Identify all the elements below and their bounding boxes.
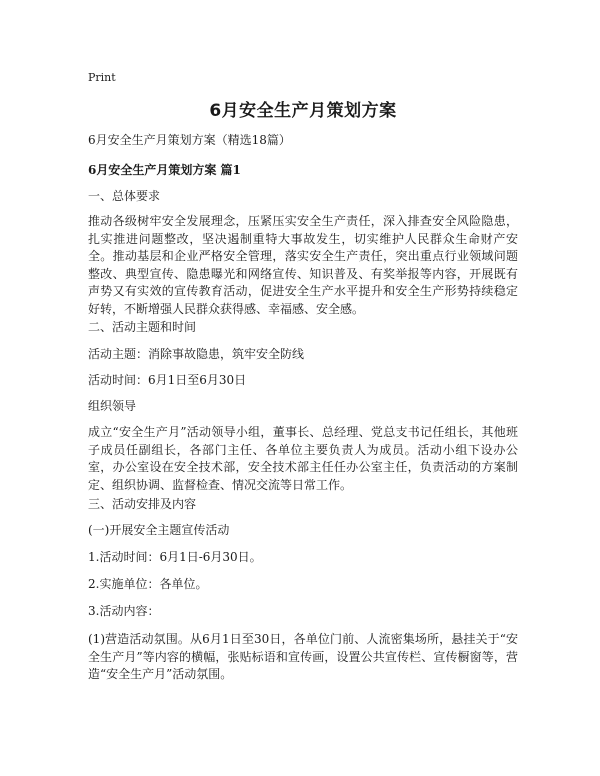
heading-publicity-activity: (一)开展安全主题宣传活动 (88, 523, 230, 537)
heading-general-requirements: 一、总体要求 (88, 189, 161, 203)
paragraph-activity-time: 活动时间：6月1日至6月30日 (88, 373, 247, 387)
heading-arrangement: 三、活动安排及内容 (88, 497, 197, 511)
item-implementing-units: 2.实施单位：各单位。 (88, 577, 208, 591)
document-title: 6月安全生产月策划方案 (209, 101, 397, 121)
section-heading: 6月安全生产月策划方案 篇1 (88, 163, 241, 177)
paragraph-activity-theme: 活动主题：消除事故隐患，筑牢安全防线 (88, 347, 305, 361)
paragraph-general-requirements: 推动各级树牢安全发展理念，压紧压实安全生产责任，深入排查安全风险隐患，扎实推进问题整改，坚决遏制重特大事故发生，切实维护人民群众生命财产安全。推动基层和企业严格安全管理，落实安全生产责任，突出重点行业领域问题整改、典型宣传、隐患曝光和网络宣传、知识普及、有奖举报等内容，开展既有声势又有实效的宣传教育活动，促进安全生产水平提升和安全生产形势持续稳定好转，不断增强人民群众获得感、幸福感、安全感。 (88, 214, 518, 316)
print-label: Print (88, 71, 116, 84)
document-subtitle: 6月安全生产月策划方案（精选18篇） (88, 133, 291, 147)
item-activity-content: 3.活动内容： (88, 604, 160, 618)
item-activity-time: 1.活动时间：6月1日-6月30日。 (88, 550, 262, 564)
paragraph-atmosphere: (1)营造活动氛围。从6月1日至30日，各单位门前、人流密集场所，悬挂关于“安全生产月”等内容的横幅，张贴标语和宣传画，设置公共宣传栏、宣传橱窗等，营造“安全生产月”活动氛围。 (88, 632, 518, 681)
paragraph-organization: 成立“安全生产月”活动领导小组，董事长、总经理、党总支书记任组长，其他班子成员任副组长，各部门主任、各单位主要负责人为成员。活动小组下设办公室，办公室设在安全技术部，安全技术部主任任办公室主任，负责活动的方案制定、组织协调、监督检查、情况交流等日常工作。 (88, 425, 518, 492)
heading-theme-and-time: 二、活动主题和时间 (88, 320, 197, 334)
heading-organization: 组织领导 (88, 399, 137, 413)
